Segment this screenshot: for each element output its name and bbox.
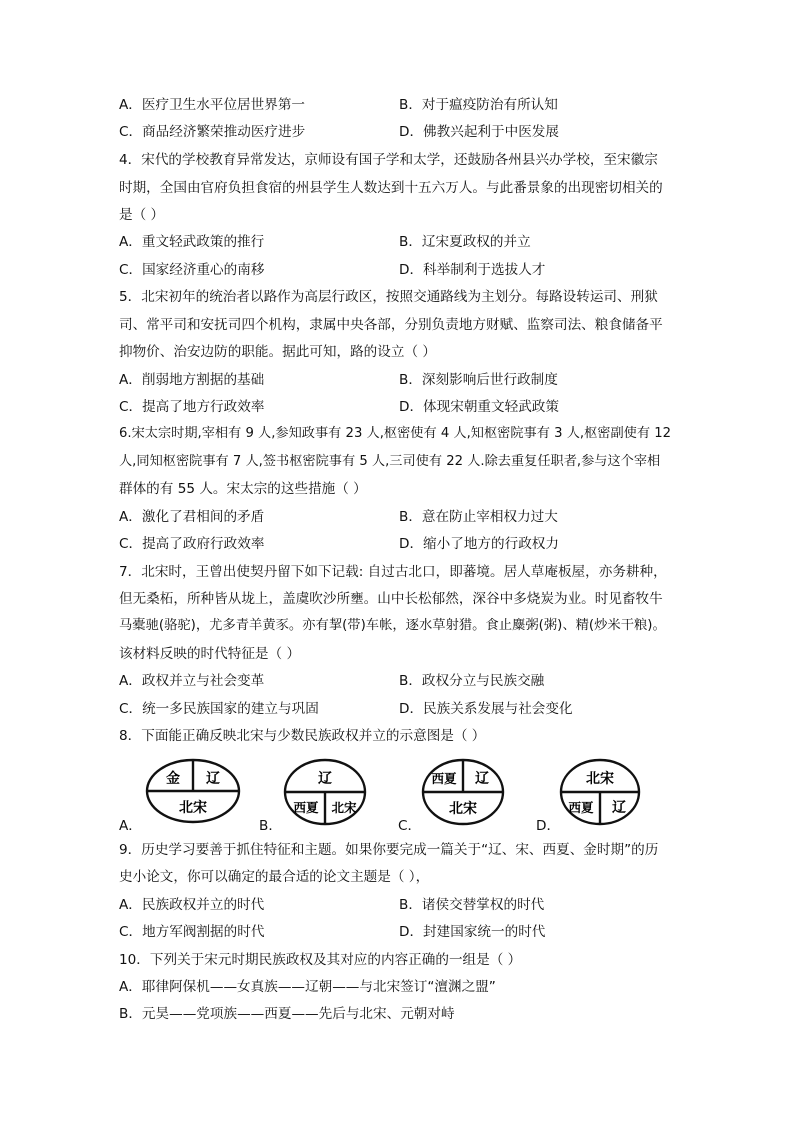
q3-option-a: A．医疗卫生水平位居世界第一 (119, 97, 306, 113)
q7-option-a: A．政权并立与社会变革 (119, 673, 265, 689)
q4-option-c: C．国家经济重心的南移 (119, 262, 265, 278)
q8-diagram-a (145, 757, 241, 825)
q6-option-a: A．激化了君相间的矛盾 (119, 509, 265, 525)
q6-stem-line2: 人,同知枢密院事有 7 人,签书枢密院事有 5 人,三司使有 22 人.除去重复任职者,参与这个宰相 (119, 454, 661, 469)
q7-stem-line4: 该材料反映的时代特征是（ ） (119, 646, 301, 662)
q9-option-c: C．地方军阀割据的时代 (119, 924, 265, 940)
q3-option-b: B．对于瘟疫防治有所认知 (399, 97, 558, 113)
q8-diagram-b (283, 757, 367, 827)
q8-diagram-d (559, 757, 641, 827)
q7-option-d: D．民族关系发展与社会变化 (399, 701, 573, 717)
q3-option-d: D．佛教兴起利于中医发展 (399, 124, 559, 140)
q4-option-d: D．科举制利于选拔人才 (399, 262, 546, 278)
q6-stem-line1: 6.宋太宗时期,宰相有 9 人,参知政事有 23 人,枢密使有 4 人,知枢密院事有 3 人,枢密副使有 12 (119, 426, 671, 441)
q4-stem-line2: 时期，全国由官府负担食宿的州县学生人数达到十五六万人。与此番景象的出现密切相关的 (119, 180, 663, 196)
q8-c-top-right: 辽 (475, 771, 489, 787)
q8-a-top-right: 辽 (206, 771, 220, 787)
q8-b-bottom-right: 北宋 (331, 800, 357, 815)
q5-stem-line3: 抑物价、治安边防的职能。据此可知，路的设立（ ） (119, 344, 436, 360)
q6-stem-line3: 群体的有 55 人。宋太宗的这些措施（ ） (119, 481, 367, 497)
q4-option-a: A．重文轻武政策的推行 (119, 234, 265, 250)
q7-stem-line3: 马橐驰(骆驼)，尤多青羊黄豕。亦有挈(带)车帐，逐水草射猎。食止麋粥(粥)、精(炒米干粮)。 (119, 618, 666, 633)
q4-stem-line1: 4．宋代的学校教育异常发达，京师设有国子学和太学，还鼓励各州县兴办学校，至宋徽宗 (119, 152, 658, 168)
q8-diagram-options (119, 757, 679, 835)
q10-option-a: A．耶律阿保机——女真族——辽朝——与北宋签订“澶渊之盟” (119, 979, 496, 995)
q9-option-d: D．封建国家统一的时代 (399, 924, 546, 940)
q9-stem-line2: 史小论文，你可以确定的最合适的论文主题是（ ）， (119, 869, 430, 885)
q8-diagram-a-label: A． (119, 818, 142, 834)
q9-option-b: B．诸侯交替掌权的时代 (399, 897, 545, 913)
q8-stem-line1: 8．下面能正确反映北宋与少数民族政权并立的示意图是（ ） (119, 728, 486, 744)
q7-option-c: C．统一多民族国家的建立与巩固 (119, 701, 319, 717)
q8-d-top: 北宋 (586, 771, 614, 787)
q8-diagram-c-label: C． (398, 818, 422, 834)
q8-b-bottom-left: 西夏 (293, 800, 319, 815)
q8-a-top-left: 金 (166, 771, 180, 787)
q6-option-d: D．缩小了地方的行政权力 (399, 536, 559, 552)
q6-option-b: B．意在防止宰相权力过大 (399, 509, 558, 525)
q5-stem-line1: 5．北宋初年的统治者以路作为高层行政区，按照交通路线为主划分。每路设转运司、刑狱 (119, 289, 658, 305)
q9-option-a: A．民族政权并立的时代 (119, 897, 265, 913)
q5-option-c: C．提高了地方行政效率 (119, 399, 265, 415)
q8-c-bottom: 北宋 (449, 801, 477, 817)
q7-option-b: B．政权分立与民族交融 (399, 673, 545, 689)
q7-stem-line1: 7．北宋时，王曾出使契丹留下如下记载: 自过古北口，即蕃境。居人草庵板屋，亦务耕种， (119, 564, 667, 580)
q8-diagram-c (421, 757, 505, 827)
q7-stem-line2: 但无桑柘，所种皆从垅上，盖虞吹沙所壅。山中长松郁然，深谷中多烧炭为业。时见畜牧牛 (119, 591, 663, 607)
q8-diagram-b-label: B． (259, 818, 282, 834)
q8-b-top: 辽 (318, 771, 332, 787)
q10-stem-line1: 10．下列关于宋元时期民族政权及其对应的内容正确的一组是（ ） (119, 952, 522, 968)
q5-option-d: D．体现宋朝重文轻武政策 (399, 399, 559, 415)
q3-option-c: C．商品经济繁荣推动医疗进步 (119, 124, 306, 140)
q10-option-b: B．元昊——党项族——西夏——先后与北宋、元朝对峙 (119, 1006, 455, 1022)
q5-option-a: A．削弱地方割据的基础 (119, 372, 265, 388)
q8-diagram-d-label: D． (536, 818, 561, 834)
q8-d-bottom-right: 辽 (612, 800, 626, 816)
q5-stem-line2: 司、常平司和安抚司四个机构，隶属中央各部，分别负责地方财赋、监察司法、粮食储备平 (119, 317, 663, 333)
q5-option-b: B．深刻影响后世行政制度 (399, 372, 558, 388)
q8-c-top-left: 西夏 (431, 771, 457, 786)
q8-a-bottom: 北宋 (179, 800, 207, 816)
q4-option-b: B．辽宋夏政权的并立 (399, 234, 531, 250)
q6-option-c: C．提高了政府行政效率 (119, 536, 265, 552)
q9-stem-line1: 9．历史学习要善于抓住特征和主题。如果你要完成一篇关于“辽、宋、西夏、金时期”的历 (119, 842, 659, 858)
q4-stem-line3: 是（ ） (119, 207, 165, 223)
q8-d-bottom-left: 西夏 (568, 800, 594, 815)
